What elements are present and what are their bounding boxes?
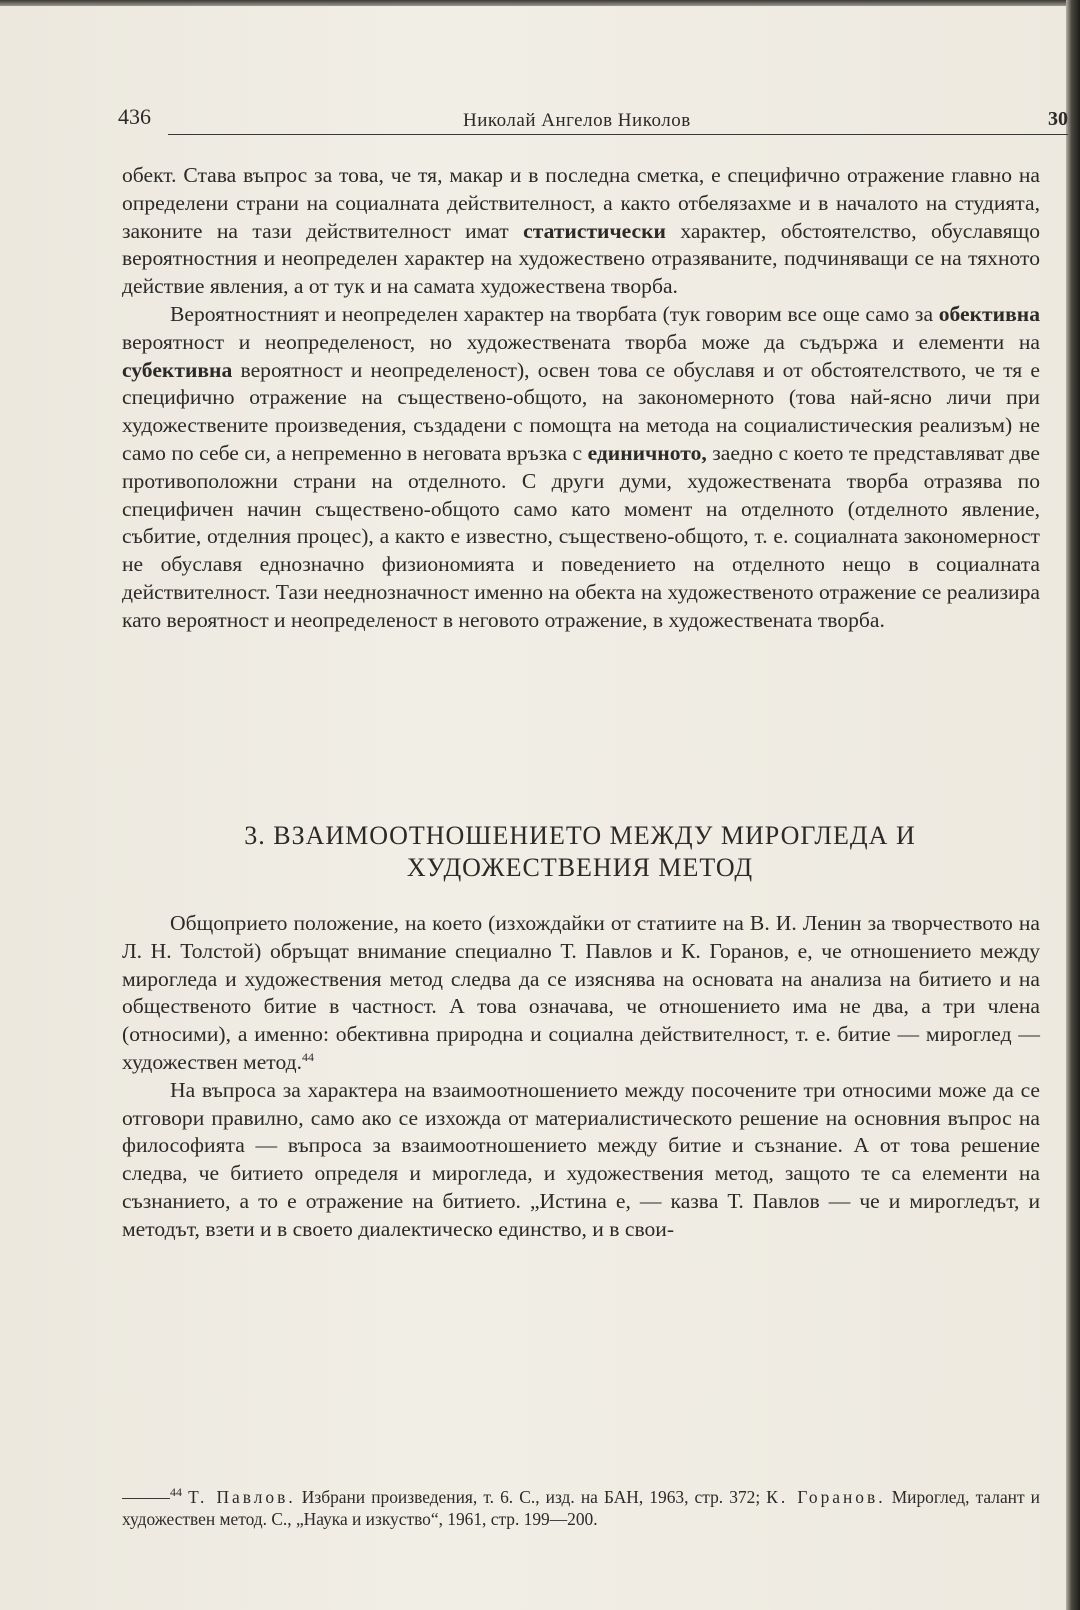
footnote bbox=[122, 1486, 1040, 1530]
footnote-reference[interactable]: 44 bbox=[302, 1049, 315, 1064]
paragraph-4-text: На въпроса за характера на взаимоотношението между посочените три относими може да се отговори правилно, само ако се изхожда от материалистическото решение на основния въпрос на философията — въпроса за взаимоотношението между битие и съзнание. А от това решение следва, че битието определя и мирогледа, и художествения метод, защото те са елементи на съзнанието, а то е отражение на битието. „Истина е, — казва Т. Павлов — че и мирогледът, и методът, взети и в своето диалектическо единство, и в свои- bbox=[122, 1077, 1040, 1241]
running-head bbox=[118, 100, 1068, 140]
top-edge bbox=[0, 0, 1080, 6]
paragraph-2-c: вероятност и неопределеност), освен това се обуславя и от обстоятелството, че тя е специфично отражение на съществено-общото, на закономерното (това най-ясно личи при художествените произведения, създадени с помощта на метода на социалистическия реализъм) не само по себе си, а непременно в неговата връзка с bbox=[122, 357, 1040, 465]
paragraph-2-bold-1: обективна bbox=[938, 301, 1040, 326]
paragraph-1 bbox=[122, 162, 1040, 301]
paragraph-2-b: вероятност и неопределеност, но художествената творба може да съдържа и елементи на bbox=[122, 329, 1040, 354]
paragraph-2-bold-2: субективна bbox=[122, 357, 233, 382]
body-block-1 bbox=[122, 162, 1040, 635]
paragraph-3-text: Общоприето положение, на което (изхождайки от статиите на В. И. Ленин за творчеството на Л. Н. Толстой) обръщат внимание специално Т. Павлов и К. Горанов, е, че отношението между мирогледа и художествения метод следва да се изяснява на основата на анализа на битието и на общественото битие в частност. А това означава, че отношението има не два, а три члена (относими), а именно: обективна природна и социална действителност, т. е. битие — мироглед — художествен метод. bbox=[122, 911, 1040, 1074]
paragraph-2-d: заедно с което те представляват две противоположни страни на отделното. С други думи, художествената творба отразява по специфичен начин съществено-общото само като момент на отделното (отделното явление, събитие, отделния процес), а както е известно, съществено-общото, т. е. социалната закономерност не обуславя еднозначно физиономията и поведението на отделното нещо в социалната действителност. Тази нееднозначност именно на обекта на художественото отражение се реализира като вероятност и неопределеност в неговото отражение, в художествената творба. bbox=[122, 440, 1041, 632]
page-number: 436 bbox=[118, 104, 151, 129]
book-spine bbox=[1066, 0, 1080, 1610]
paragraph-3 bbox=[122, 910, 1040, 1077]
paragraph-1-text: обект. Става въпрос за това, че тя, макар и в последна сметка, е специфично отражение главно на определени страни на социалната действителност, а както отбелязахме и в началото на студията, законите на тази действителност имат bbox=[122, 163, 1040, 243]
footnote-text bbox=[122, 1486, 1040, 1530]
paragraph-2-a: Вероятностният и неопределен характер на творбата (тук говорим все още само за bbox=[170, 301, 934, 326]
footnote-text-1: Избрани произведения, т. 6. С., изд. на БАН, 1963, стр. 372; bbox=[301, 1487, 761, 1507]
footnote-text-2: Мироглед, талант и художествен метод. С., „Наука и изкуство“, 1961, стр. 199—200. bbox=[122, 1487, 1040, 1529]
footnote-author-1: Т. Павлов. bbox=[188, 1487, 296, 1507]
running-title: Николай Ангелов Николов bbox=[463, 110, 691, 131]
paragraph-4 bbox=[122, 1077, 1040, 1244]
header-rule bbox=[168, 134, 1068, 135]
paragraph-2-bold-3: единичното, bbox=[587, 440, 707, 465]
paragraph-2 bbox=[122, 301, 1040, 635]
footnote-mark: 44 bbox=[170, 1485, 182, 1500]
body-block-2 bbox=[122, 910, 1040, 1244]
section-heading-line-2: ХУДОЖЕСТВЕНИЯ МЕТОД bbox=[406, 853, 754, 882]
chapter-mark: 30 bbox=[1048, 108, 1068, 130]
paragraph-1-bold: статистически bbox=[523, 218, 666, 243]
paragraph-1-rest: характер, обстоятелство, обуславящо вероятностния и неопределен характер на художествено отразяваните, подчиняващи се на тяхното действие явления, а от тук и на самата художествена творба. bbox=[122, 218, 1040, 299]
section-heading bbox=[150, 820, 1010, 884]
footnote-author-2: К. Горанов. bbox=[766, 1487, 886, 1507]
section-heading-line-1: 3. ВЗАИМООТНОШЕНИЕТО МЕЖДУ МИРОГЛЕДА И bbox=[244, 821, 916, 850]
